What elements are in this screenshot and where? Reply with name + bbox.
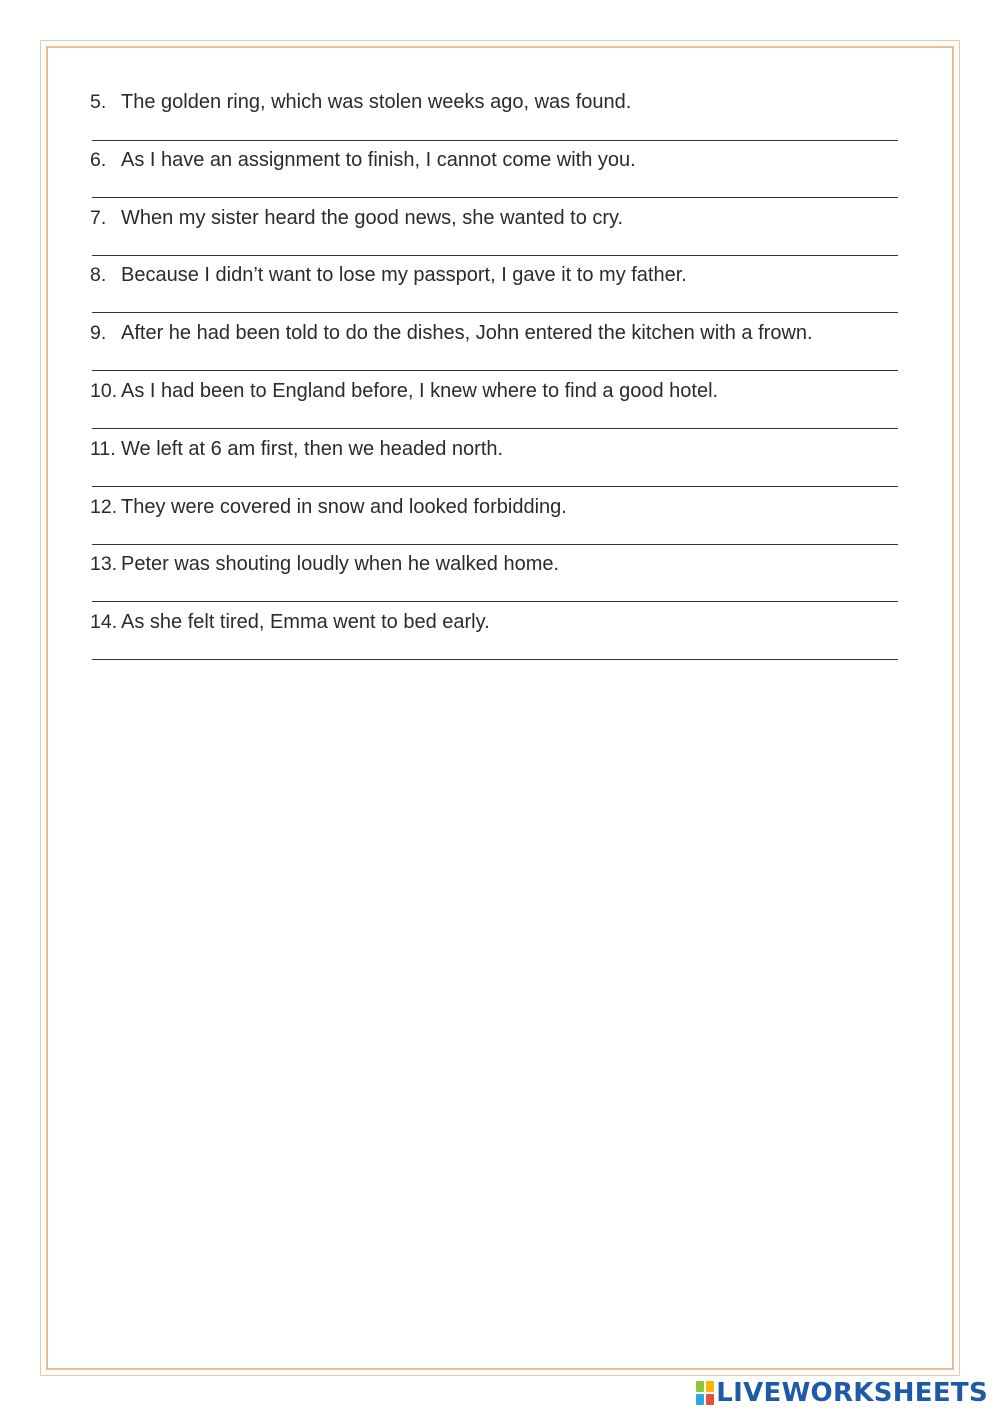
logo-tile-l (696, 1381, 704, 1392)
logo-tile-v (696, 1394, 704, 1405)
exercise-number: 11. (90, 437, 116, 460)
exercise-sentence: After he had been told to do the dishes, John entered the kitchen with a frown. (121, 322, 813, 345)
exercise-item (90, 198, 898, 256)
exercise-sentence: Peter was shouting loudly when he walked home. (121, 553, 560, 576)
answer-line[interactable] (92, 659, 898, 660)
exercise-number: 14. (90, 611, 118, 634)
exercise-sentence: They were covered in snow and looked forbidding. (121, 495, 567, 518)
exercise-number: 10. (90, 379, 118, 402)
exercise-item (90, 544, 898, 602)
exercise-item (90, 82, 898, 140)
logo-tile-e (706, 1394, 714, 1405)
exercise-item (90, 429, 898, 487)
exercise-sentence: As she felt tired, Emma went to bed early. (121, 611, 490, 634)
exercise-number: 5. (90, 91, 107, 113)
exercise-item (90, 371, 898, 429)
exercise-sentence: When my sister heard the good news, she wanted to cry. (121, 206, 624, 229)
exercise-item (90, 487, 898, 545)
exercise-number: 9. (90, 322, 107, 345)
logo-tile-i (706, 1381, 714, 1392)
liveworksheets-logo-icon (696, 1381, 714, 1405)
exercise-number: 6. (90, 148, 107, 171)
exercise-number: 12. (90, 495, 118, 518)
exercise-item (90, 602, 898, 660)
exercise-number: 7. (90, 206, 107, 229)
liveworksheets-brand[interactable] (696, 1378, 988, 1408)
exercise-number: 8. (90, 264, 107, 287)
exercise-list (90, 82, 898, 660)
exercise-sentence: The golden ring, which was stolen weeks ago, was found. (121, 91, 632, 113)
exercise-sentence: Because I didn’t want to lose my passport, I gave it to my father. (121, 264, 687, 287)
brand-name: LIVEWORKSHEETS (716, 1378, 988, 1408)
exercise-number: 13. (90, 553, 118, 576)
exercise-sentence: We left at 6 am first, then we headed north. (121, 437, 504, 460)
exercise-item (90, 255, 898, 313)
exercise-item (90, 140, 898, 198)
exercise-item (90, 313, 898, 371)
exercise-sentence: As I have an assignment to finish, I cannot come with you. (121, 148, 636, 171)
exercise-sentence: As I had been to England before, I knew where to find a good hotel. (121, 379, 719, 402)
